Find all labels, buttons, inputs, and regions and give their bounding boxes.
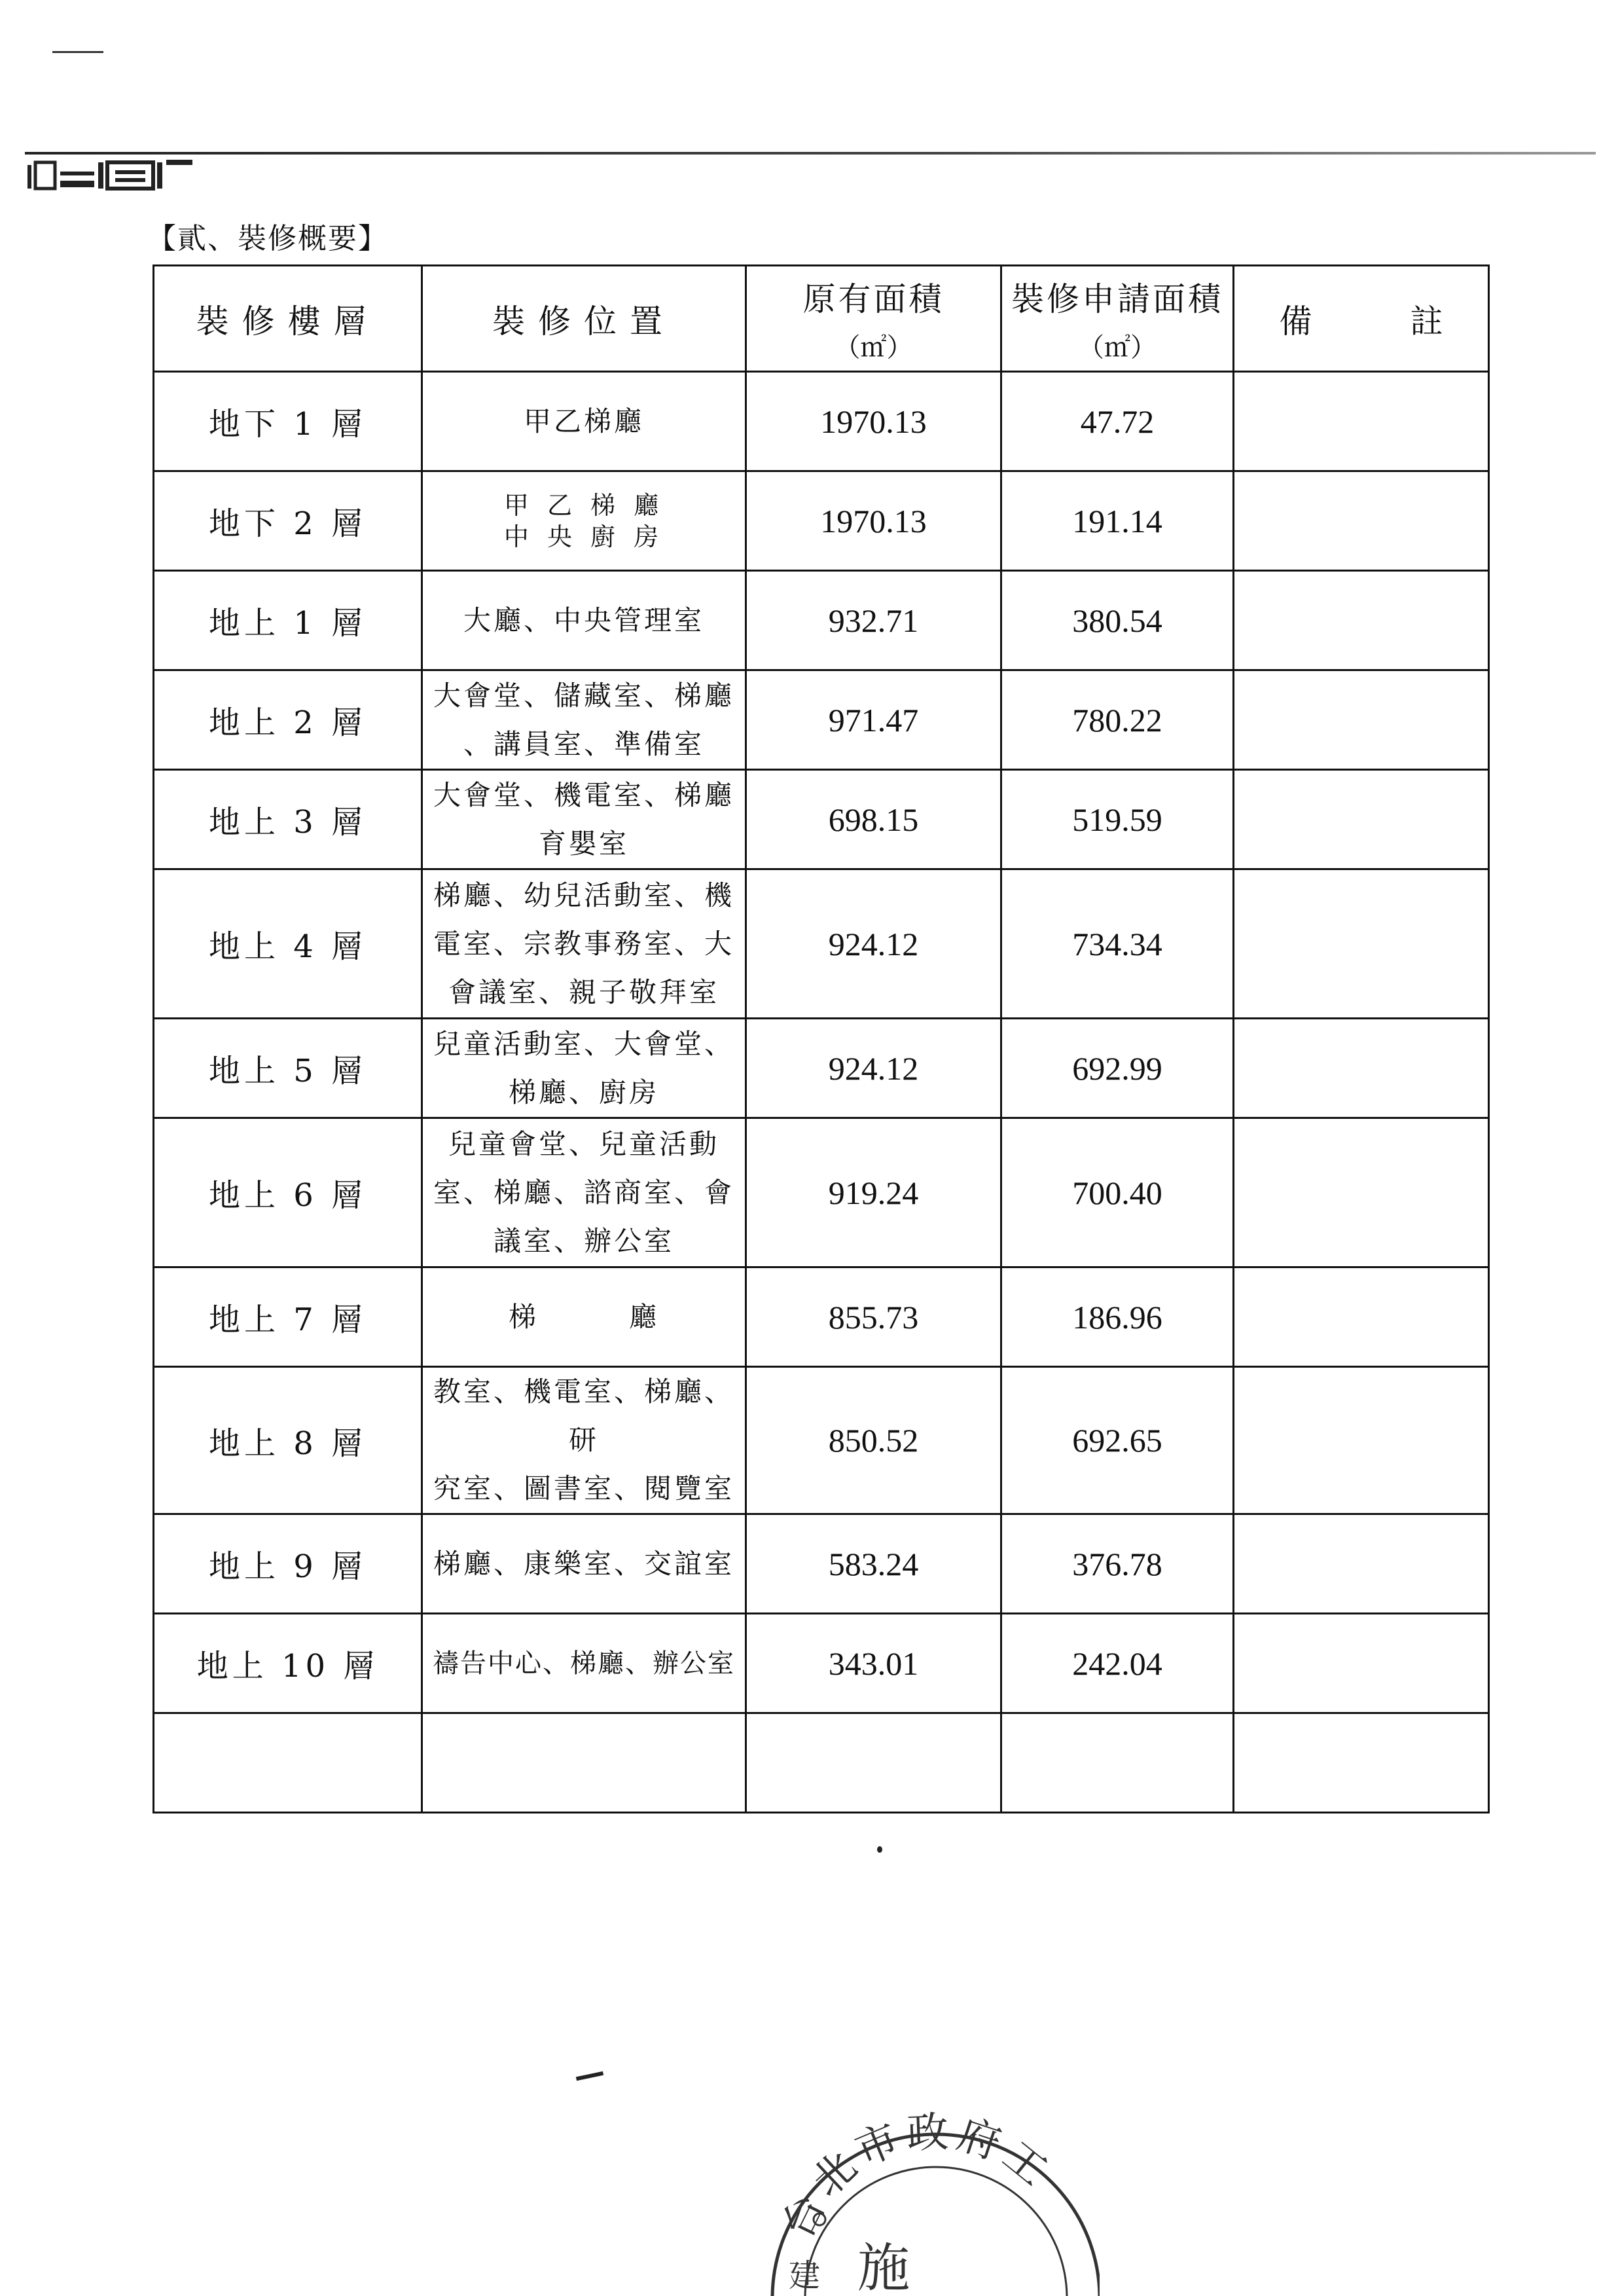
floor-cell: 地上 1 層 bbox=[154, 571, 422, 670]
table-row bbox=[154, 770, 1489, 869]
table-row bbox=[154, 571, 1489, 670]
location-cell: 兒童活動室、大會堂、 梯廳、廚房 bbox=[422, 1019, 746, 1118]
requested-area-cell: 700.40 bbox=[1001, 1118, 1234, 1267]
location-cell: 大會堂、機電室、梯廳 育嬰室 bbox=[422, 770, 746, 869]
original-area-cell: 919.24 bbox=[746, 1118, 1001, 1267]
seal-arc-text: 台北市政府工 bbox=[773, 2107, 1061, 2246]
original-area-cell: 932.71 bbox=[746, 571, 1001, 670]
original-area-cell: 850.52 bbox=[746, 1367, 1001, 1514]
location-cell: 梯 廳 bbox=[422, 1267, 746, 1367]
location-cell: 梯廳、幼兒活動室、機 電室、宗教事務室、大 會議室、親子敬拜室 bbox=[422, 869, 746, 1019]
requested-area-cell: 380.54 bbox=[1001, 571, 1234, 670]
section-title: 【貳、裝修概要】 bbox=[147, 222, 388, 255]
location-cell: 兒童會堂、兒童活動 室、梯廳、諮商室、會 議室、辦公室 bbox=[422, 1118, 746, 1267]
header-requested-area-label: 裝修申請面積 bbox=[1011, 280, 1223, 318]
original-area-cell: 1970.13 bbox=[746, 372, 1001, 471]
floor-cell: 地上 2 層 bbox=[154, 670, 422, 770]
location-cell: 禱告中心、梯廳、辦公室 bbox=[422, 1614, 746, 1713]
table-row bbox=[154, 471, 1489, 571]
location-cell bbox=[422, 1713, 746, 1813]
header-requested-area bbox=[1001, 266, 1234, 372]
table-row bbox=[154, 372, 1489, 471]
scan-mark-dash bbox=[52, 51, 103, 53]
requested-area-cell: 242.04 bbox=[1001, 1614, 1234, 1713]
floor-cell bbox=[154, 1713, 422, 1813]
requested-area-cell: 692.65 bbox=[1001, 1367, 1234, 1514]
requested-area-cell: 519.59 bbox=[1001, 770, 1234, 869]
header-location: 裝修位置 bbox=[422, 266, 746, 372]
header-original-area bbox=[746, 266, 1001, 372]
header-requested-area-unit: （㎡） bbox=[1078, 333, 1157, 363]
table-row bbox=[154, 670, 1489, 770]
header-rule bbox=[25, 152, 1596, 155]
location-cell: 甲 乙 梯 廳 中 央 廚 房 bbox=[422, 471, 746, 571]
remark-cell bbox=[1234, 1614, 1489, 1713]
table-row bbox=[154, 1019, 1489, 1118]
renovation-summary-table bbox=[153, 264, 1490, 1813]
floor-cell: 地上 4 層 bbox=[154, 869, 422, 1019]
floor-cell: 地上 3 層 bbox=[154, 770, 422, 869]
remark-cell bbox=[1234, 770, 1489, 869]
original-area-cell: 583.24 bbox=[746, 1514, 1001, 1614]
floor-cell: 地上 8 層 bbox=[154, 1367, 422, 1514]
remark-cell bbox=[1234, 1514, 1489, 1614]
location-cell: 大會堂、儲藏室、梯廳 、講員室、準備室 bbox=[422, 670, 746, 770]
requested-area-cell: 692.99 bbox=[1001, 1019, 1234, 1118]
original-area-cell: 698.15 bbox=[746, 770, 1001, 869]
header-remark-char-1: 備 bbox=[1279, 302, 1312, 340]
floor-cell: 地上 6 層 bbox=[154, 1118, 422, 1267]
table-row bbox=[154, 1367, 1489, 1514]
location-cell: 大廳、中央管理室 bbox=[422, 571, 746, 670]
original-area-cell: 855.73 bbox=[746, 1267, 1001, 1367]
original-area-cell bbox=[746, 1713, 1001, 1813]
table-header-row bbox=[154, 266, 1489, 372]
original-area-cell: 924.12 bbox=[746, 1019, 1001, 1118]
remark-cell bbox=[1234, 1267, 1489, 1367]
scan-speck bbox=[877, 1846, 882, 1853]
table-row bbox=[154, 1614, 1489, 1713]
remark-cell bbox=[1234, 571, 1489, 670]
header-floor: 裝修樓層 bbox=[154, 266, 422, 372]
remark-cell bbox=[1234, 670, 1489, 770]
seal-center-text: 施 bbox=[857, 2238, 910, 2296]
floor-cell: 地上 7 層 bbox=[154, 1267, 422, 1367]
table-row bbox=[154, 1267, 1489, 1367]
requested-area-cell: 780.22 bbox=[1001, 670, 1234, 770]
requested-area-cell: 186.96 bbox=[1001, 1267, 1234, 1367]
table-row-empty bbox=[154, 1713, 1489, 1813]
floor-cell: 地下 2 層 bbox=[154, 471, 422, 571]
location-cell: 甲乙梯廳 bbox=[422, 372, 746, 471]
table-row bbox=[154, 1514, 1489, 1614]
requested-area-cell bbox=[1001, 1713, 1234, 1813]
requested-area-cell: 376.78 bbox=[1001, 1514, 1234, 1614]
header-remark-char-2: 註 bbox=[1410, 302, 1443, 340]
remark-cell bbox=[1234, 1019, 1489, 1118]
remark-cell bbox=[1234, 1713, 1489, 1813]
table-row bbox=[154, 869, 1489, 1019]
location-cell: 梯廳、康樂室、交誼室 bbox=[422, 1514, 746, 1614]
original-area-cell: 1970.13 bbox=[746, 471, 1001, 571]
floor-cell: 地上 5 層 bbox=[154, 1019, 422, 1118]
official-seal-stamp bbox=[759, 2102, 1100, 2296]
remark-cell bbox=[1234, 372, 1489, 471]
remark-cell bbox=[1234, 1118, 1489, 1267]
header-remark bbox=[1234, 266, 1489, 372]
floor-cell: 地下 1 層 bbox=[154, 372, 422, 471]
floor-cell: 地上 10 層 bbox=[154, 1614, 422, 1713]
original-area-cell: 924.12 bbox=[746, 869, 1001, 1019]
remark-cell bbox=[1234, 471, 1489, 571]
requested-area-cell: 191.14 bbox=[1001, 471, 1234, 571]
seal-side-text: 建 bbox=[789, 2257, 821, 2294]
header-original-area-unit: （㎡） bbox=[834, 333, 913, 363]
remark-cell bbox=[1234, 869, 1489, 1019]
original-area-cell: 343.01 bbox=[746, 1614, 1001, 1713]
original-area-cell: 971.47 bbox=[746, 670, 1001, 770]
location-cell: 教室、機電室、梯廳、研 究室、圖書室、閱覽室 bbox=[422, 1367, 746, 1514]
floor-cell: 地上 9 層 bbox=[154, 1514, 422, 1614]
header-logo-mark bbox=[26, 160, 193, 191]
header-original-area-label: 原有面積 bbox=[802, 280, 944, 318]
scan-smear bbox=[576, 2071, 603, 2081]
table-row bbox=[154, 1118, 1489, 1267]
requested-area-cell: 47.72 bbox=[1001, 372, 1234, 471]
requested-area-cell: 734.34 bbox=[1001, 869, 1234, 1019]
remark-cell bbox=[1234, 1367, 1489, 1514]
